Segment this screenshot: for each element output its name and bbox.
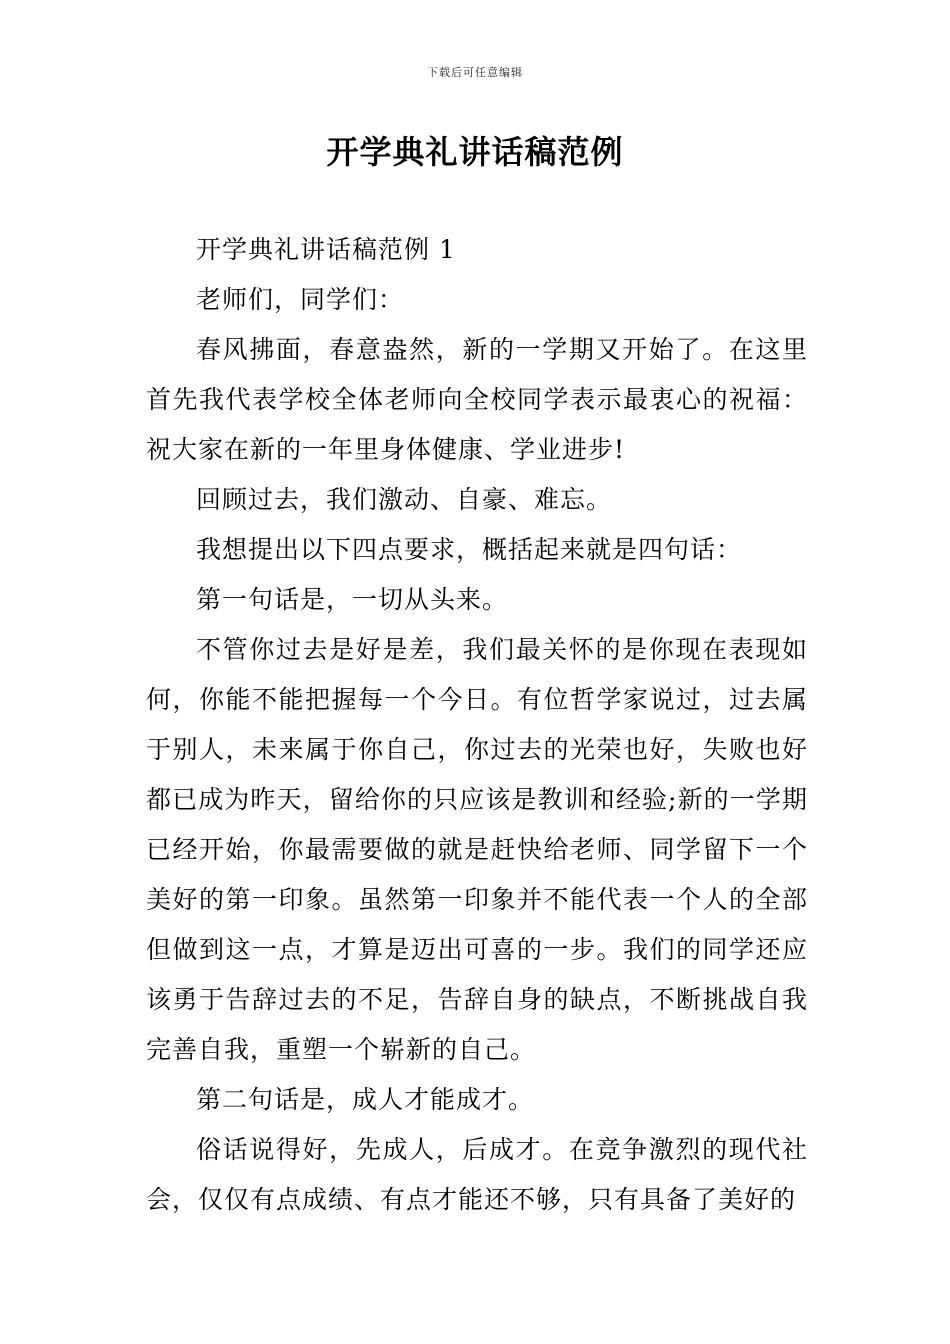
paragraph: 我想提出以下四点要求，概括起来就是四句话： — [196, 535, 743, 564]
paragraph-point-heading: 第二句话是，成人才能成才。 — [196, 1085, 535, 1114]
paragraph-subtitle: 开学典礼讲话稿范例 1 — [196, 235, 456, 264]
document-body — [146, 225, 808, 1225]
header-note: 下载后可任意编辑 — [427, 66, 523, 79]
paragraph: 回顾过去，我们激动、自豪、难忘。 — [196, 485, 613, 514]
paragraph: 俗话说得好，先成人，后成才。在竞争激烈的现代社会，仅仅有点成绩、有点才能还不够，只有具备了美好的 — [146, 1135, 808, 1214]
paragraph: 不管你过去是好是差，我们最关怀的是你现在表现如何，你能不能把握每一个今日。有位哲学家说过，过去属于别人，未来属于你自己，你过去的光荣也好，失败也好都已成为昨天，留给你的只应该是教训和经验;新的一学期已经开始，你最需要做的就是赶快给老师、同学留下一个美好的第一印象。虽然第一印象并不能代表一个人的全部但做到这一点，才算是迈出可喜的一步。我们的同学还应该勇于告辞过去的不足，告辞自身的缺点，不断挑战自我完善自我，重塑一个崭新的自己。 — [146, 635, 808, 1064]
document-title: 开学典礼讲话稿范例 — [326, 133, 624, 171]
paragraph: 春风拂面，春意盎然，新的一学期又开始了。在这里首先我代表学校全体老师向全校同学表示最衷心的祝福：祝大家在新的一年里身体健康、学业进步! — [146, 335, 808, 464]
paragraph-salutation: 老师们，同学们： — [196, 285, 405, 314]
paragraph-point-heading: 第一句话是，一切从头来。 — [196, 585, 509, 614]
